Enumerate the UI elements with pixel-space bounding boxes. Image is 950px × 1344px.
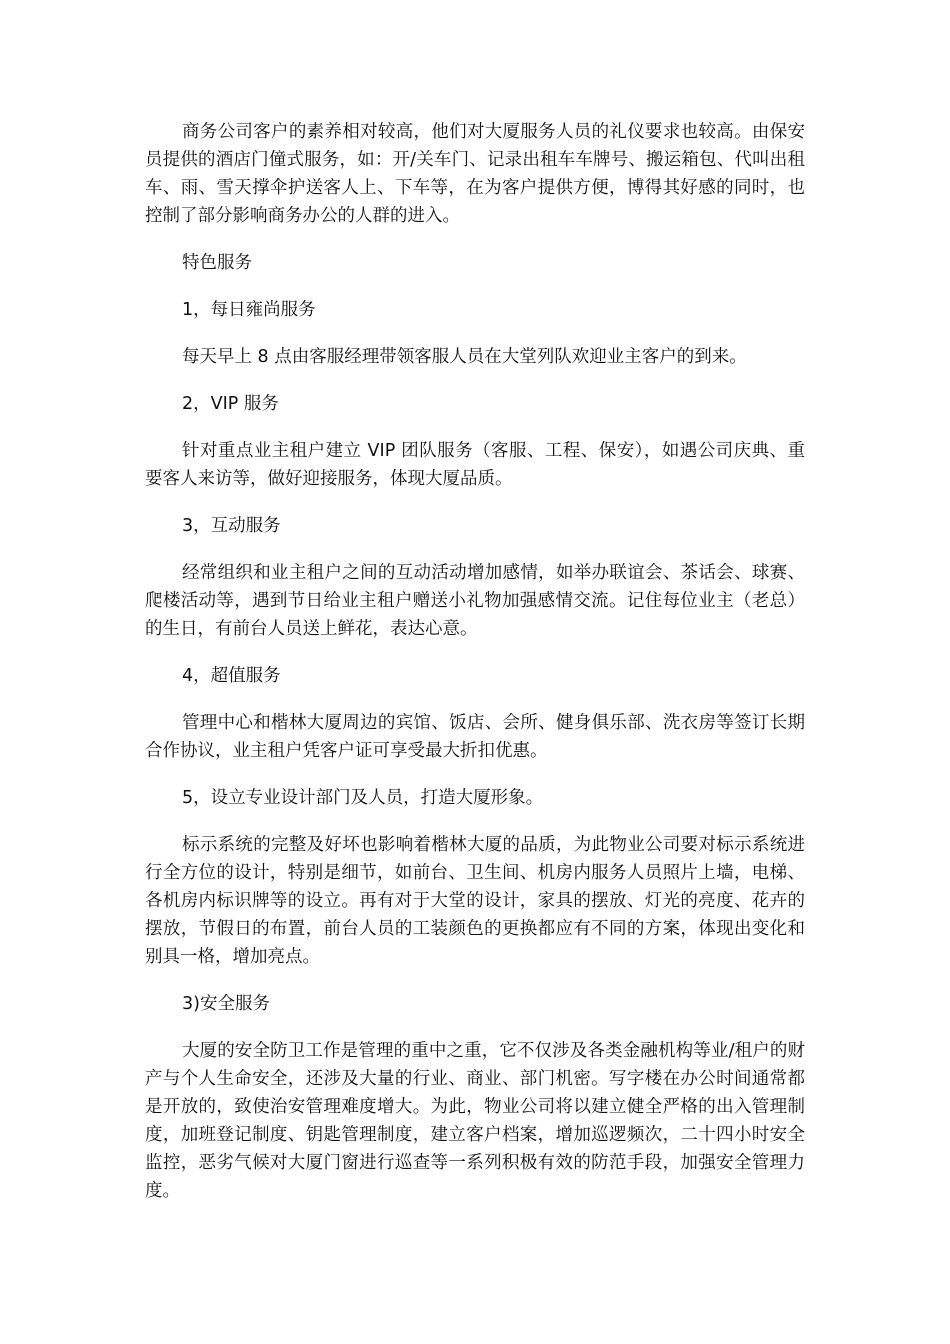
paragraph-value-service: 管理中心和楷林大厦周边的宾馆、饭店、会所、健身俱乐部、洗衣房等签订长期合作协议，业主租户凭客户证可享受最大折扣优惠。: [145, 713, 805, 761]
heading-special-services: 特色服务: [182, 253, 252, 273]
heading-vip-service: 2，VIP 服务: [182, 394, 279, 414]
heading-security-service: 3)安全服务: [182, 994, 270, 1014]
heading-value-service: 4，超值服务: [182, 666, 281, 686]
heading-design-department: 5，设立专业设计部门及人员，打造大厦形象。: [182, 788, 544, 808]
paragraph-daily-service: 每天早上 8 点由客服经理带领客服人员在大堂列队欢迎业主客户的到来。: [182, 347, 747, 367]
paragraph-interactive-service: 经常组织和业主租户之间的互动活动增加感情，如举办联谊会、茶话会、球赛、爬楼活动等，遇到节日给业主租户赠送小礼物加强感情交流。记住每位业主（老总）的生日，有前台人员送上鲜花，表达心意。: [145, 563, 805, 639]
heading-daily-service: 1，每日雍尚服务: [182, 300, 316, 320]
paragraph-signage-system: 标示系统的完整及好坏也影响着楷林大厦的品质，为此物业公司要对标示系统进行全方位的设计，特别是细节，如前台、卫生间、机房内服务人员照片上墙，电梯、各机房内标识牌等的设立。再有对于大堂的设计，家具的摆放、灯光的亮度、花卉的摆放，节假日的布置，前台人员的工装颜色的更换都应有不同的方案，体现出变化和别具一格，增加亮点。: [145, 835, 805, 967]
paragraph-doorman-service: 商务公司客户的素养相对较高，他们对大厦服务人员的礼仪要求也较高。由保安员提供的酒店门僮式服务，如：开/关车门、记录出租车车牌号、搬运箱包、代叫出租车、雨、雪天撑伞护送客人上、下车等，在为客户提供方便，博得其好感的同时，也控制了部分影响商务办公的人群的进入。: [145, 122, 805, 226]
paragraph-security-service: 大厦的安全防卫工作是管理的重中之重，它不仅涉及各类金融机构等业/租户的财产与个人生命安全，还涉及大量的行业、商业、部门机密。写字楼在办公时间通常都是开放的，致使治安管理难度增大。为此，物业公司将以建立健全严格的出入管理制度，加班登记制度、钥匙管理制度，建立客户档案，增加巡逻频次，二十四小时安全监控，恶劣气候对大厦门窗进行巡查等一系列积极有效的防范手段，加强安全管理力度。: [145, 1041, 805, 1201]
paragraph-vip-service: 针对重点业主租户建立 VIP 团队服务（客服、工程、保安），如遇公司庆典、重要客人来访等，做好迎接服务，体现大厦品质。: [145, 441, 805, 489]
heading-interactive-service: 3，互动服务: [182, 516, 281, 536]
document-body: [145, 118, 805, 1224]
